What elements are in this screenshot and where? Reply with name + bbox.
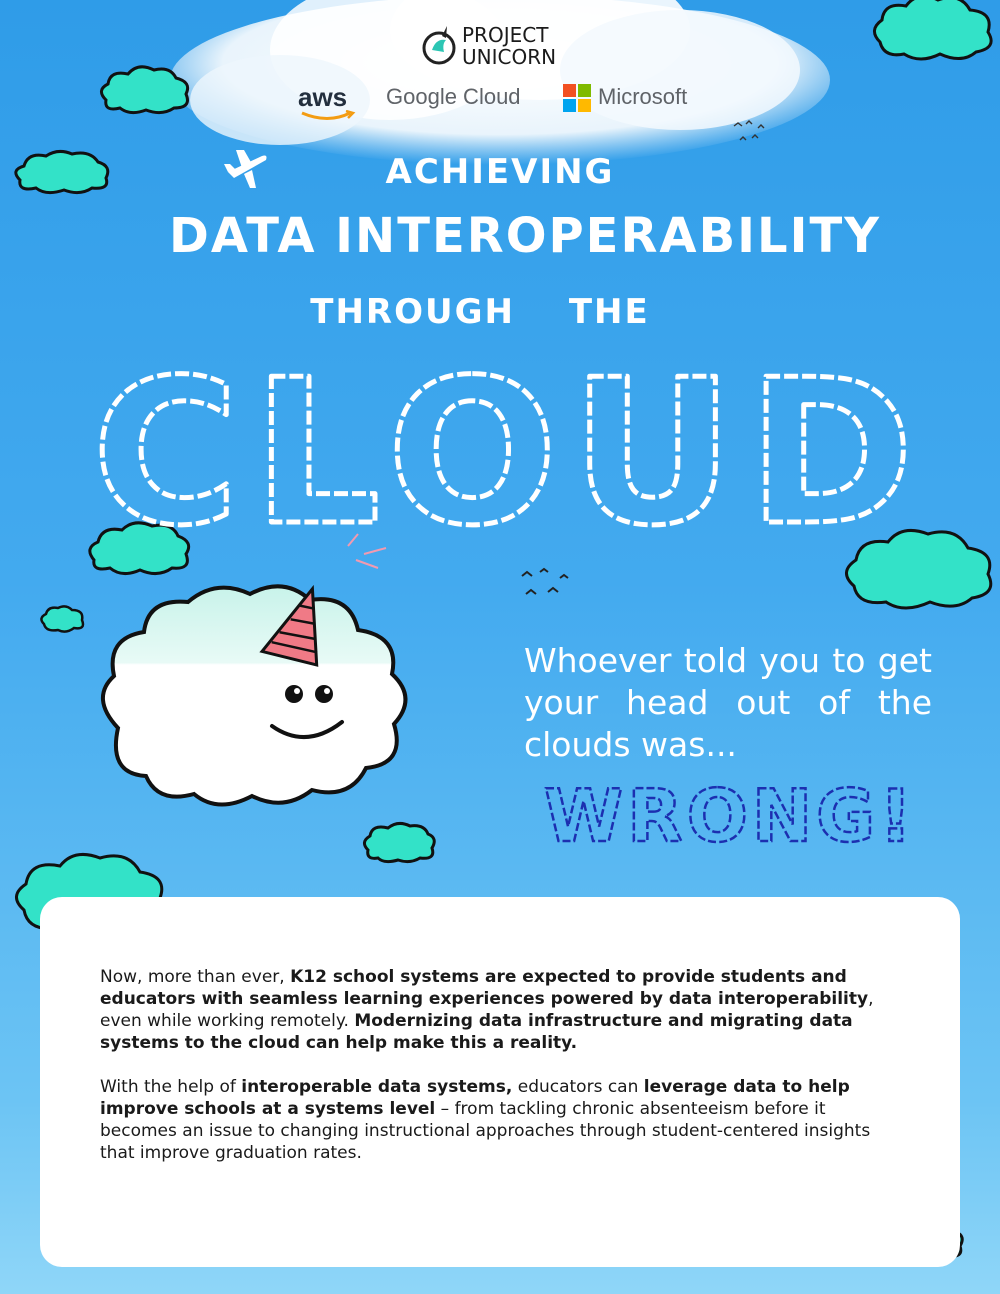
teal-cloud-decoration — [96, 62, 192, 118]
brand-line-1: PROJECT — [462, 23, 549, 47]
teal-cloud-decoration — [38, 604, 88, 634]
aws-logo — [298, 82, 347, 113]
microsoft-wordmark: Microsoft — [598, 84, 688, 109]
aws-wordmark: aws — [298, 82, 348, 112]
title-data-interoperability: DATA INTEROPERABILITY — [169, 208, 881, 264]
text-run: With the help of — [100, 1077, 242, 1097]
text-run-bold: leverage data to help improve schools at a systems level — [100, 1077, 850, 1119]
project-unicorn-wordmark — [462, 24, 556, 68]
title-achieving: ACHIEVING — [385, 152, 615, 192]
text-run-bold: K12 school systems are expected to provide students and educators with seamless learning experiences powered by data interoperability — [100, 967, 869, 1009]
unicorn-icon — [420, 26, 458, 66]
cloud-word-text: CLOUD — [92, 340, 928, 550]
airplane-icon — [222, 146, 270, 190]
microsoft-logo — [598, 84, 687, 110]
text-run: , even while working remotely. — [100, 989, 874, 1031]
body-copy — [100, 966, 900, 1186]
project-unicorn-logo — [420, 22, 590, 72]
birds-icon — [516, 566, 576, 606]
text-run: – from tackling chronic absenteeism before it becomes an issue to changing instructional approaches through student-centered insights that improve graduation rates. — [100, 1099, 871, 1163]
title-through-the: THROUGH THE — [310, 292, 650, 332]
google-cloud-wordmark: Google Cloud — [386, 84, 521, 109]
teal-cloud-decoration — [10, 148, 114, 196]
birds-icon — [730, 118, 774, 152]
text-run: Now, more than ever, — [100, 967, 291, 987]
microsoft-squares-icon — [563, 84, 591, 112]
cloud-word-title — [40, 340, 980, 550]
brand-line-2: UNICORN — [462, 45, 557, 69]
google-cloud-logo — [386, 84, 521, 110]
wrong-emphasis — [525, 775, 935, 855]
teal-cloud-decoration — [360, 820, 436, 864]
tagline-text: Whoever told you to get your head out of the clouds was... — [524, 641, 932, 764]
text-run-bold: Modernizing data infrastructure and migrating data systems to the cloud can help make this a reality. — [100, 1011, 853, 1053]
aws-smile-icon — [300, 110, 356, 124]
unicorn-cloud-mascot — [88, 528, 428, 818]
teal-cloud-decoration — [866, 0, 1000, 66]
text-run: educators can — [512, 1077, 644, 1097]
body-paragraph-1 — [100, 966, 900, 1054]
text-run-bold: interoperable data systems, — [241, 1077, 513, 1097]
body-paragraph-2 — [100, 1076, 900, 1164]
wrong-text: WRONG! — [543, 775, 917, 855]
